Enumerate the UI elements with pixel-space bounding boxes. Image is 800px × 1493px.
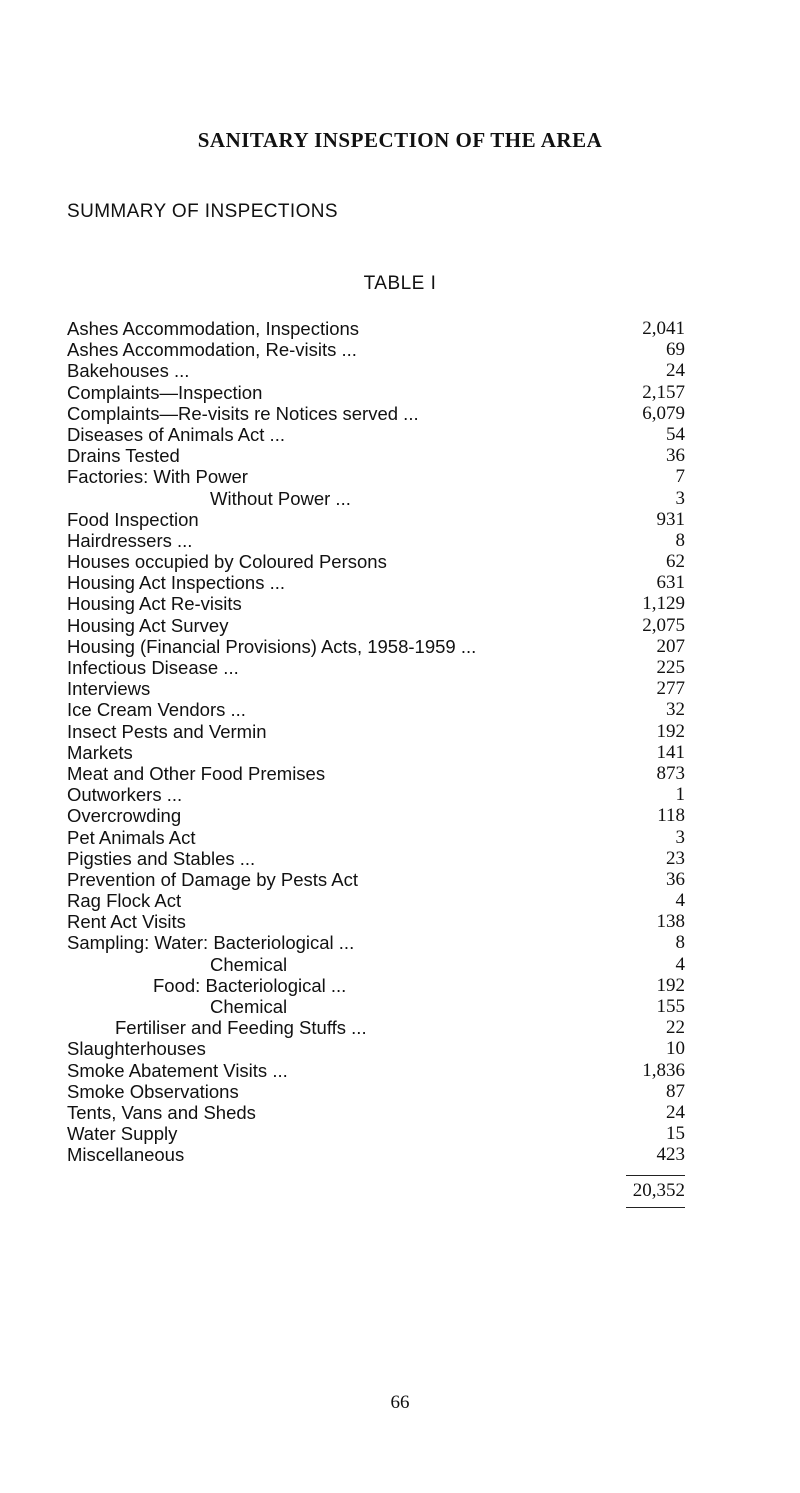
row-label: Water Supply xyxy=(67,1123,178,1145)
row-value: 931 xyxy=(656,508,685,530)
row-value: 36 xyxy=(666,445,685,467)
row-value: 118 xyxy=(657,805,685,827)
row-label: Diseases of Animals Act ... xyxy=(67,423,285,445)
table-caption: TABLE I xyxy=(363,273,437,294)
row-value: 277 xyxy=(656,678,685,700)
row-value: 8 xyxy=(675,529,685,551)
table-row xyxy=(67,890,685,911)
row-label: Markets xyxy=(67,741,133,763)
row-value: 138 xyxy=(656,911,685,933)
row-value: 7 xyxy=(675,466,685,488)
row-label: Factories: With Power xyxy=(67,466,248,488)
table-row xyxy=(67,1017,685,1038)
row-label: Prevention of Damage by Pests Act xyxy=(67,868,359,890)
row-value: 23 xyxy=(666,847,685,869)
total-rule-bottom xyxy=(626,1207,685,1208)
table-row xyxy=(67,996,685,1017)
table-row xyxy=(67,678,685,699)
table-row xyxy=(67,932,685,953)
row-label: Bakehouses ... xyxy=(67,360,190,382)
table-row xyxy=(67,911,685,932)
table-row xyxy=(67,1060,685,1081)
row-label: Complaints—Inspection xyxy=(67,381,263,403)
row-value: 10 xyxy=(666,1038,685,1060)
table-row xyxy=(67,572,685,593)
table-row xyxy=(67,339,685,360)
table-row xyxy=(67,827,685,848)
table-row xyxy=(67,784,685,805)
row-value: 3 xyxy=(675,487,685,509)
row-value: 2,157 xyxy=(642,381,685,403)
row-value: 1 xyxy=(675,784,685,806)
table-row xyxy=(67,869,685,890)
inspections-table xyxy=(67,318,685,1166)
row-value: 6,079 xyxy=(642,402,685,424)
row-value: 32 xyxy=(666,699,685,721)
row-label: Pigsties and Stables ... xyxy=(67,847,256,869)
table-row xyxy=(67,848,685,869)
row-label: Interviews xyxy=(67,678,151,700)
row-label: Ashes Accommodation, Re-visits ... xyxy=(67,339,357,361)
total-rule-top xyxy=(626,1175,685,1176)
row-label: Smoke Abatement Visits ... xyxy=(67,1059,288,1081)
table-row xyxy=(67,1081,685,1102)
row-value: 873 xyxy=(656,762,685,784)
row-value: 87 xyxy=(666,1080,685,1102)
row-value: 141 xyxy=(656,741,685,763)
table-row xyxy=(67,360,685,381)
row-value: 62 xyxy=(666,551,685,573)
row-label: Without Power ... xyxy=(210,487,351,509)
table-total: 20,352 xyxy=(632,1180,685,1201)
row-value: 24 xyxy=(666,1101,685,1123)
row-value: 36 xyxy=(666,868,685,890)
row-label: Tents, Vans and Sheds xyxy=(67,1101,256,1123)
table-row xyxy=(67,424,685,445)
row-label: Housing Act Re-visits xyxy=(67,593,242,615)
table-row xyxy=(67,593,685,614)
row-value: 1,129 xyxy=(642,593,685,615)
table-row xyxy=(67,636,685,657)
row-value: 15 xyxy=(666,1123,685,1145)
row-value: 24 xyxy=(666,360,685,382)
row-value: 192 xyxy=(656,720,685,742)
page-title: SANITARY INSPECTION OF THE AREA xyxy=(197,128,603,152)
table-row xyxy=(67,403,685,424)
row-label: Drains Tested xyxy=(67,445,180,467)
row-label: Outworkers ... xyxy=(67,784,183,806)
table-row xyxy=(67,805,685,826)
row-label: Pet Animals Act xyxy=(67,826,196,848)
row-label: Rag Flock Act xyxy=(67,890,182,912)
row-value: 2,041 xyxy=(642,318,685,339)
table-row xyxy=(67,699,685,720)
row-value: 4 xyxy=(675,953,685,975)
row-value: 631 xyxy=(656,572,685,594)
table-row xyxy=(67,1123,685,1144)
row-label: Chemical xyxy=(210,996,288,1017)
row-value: 4 xyxy=(675,890,685,912)
row-value: 192 xyxy=(656,974,685,996)
row-label: Sampling: Water: Bacteriological ... xyxy=(67,932,355,954)
table-row xyxy=(67,530,685,551)
row-label: Meat and Other Food Premises xyxy=(67,762,326,784)
table-row xyxy=(67,657,685,678)
row-value: 2,075 xyxy=(642,614,685,636)
table-row xyxy=(67,721,685,742)
table-row xyxy=(67,1144,685,1165)
row-label: Food Inspection xyxy=(67,508,199,530)
row-label: Housing (Financial Provisions) Acts, 1958-1959 ... xyxy=(67,635,477,657)
row-label: Slaughterhouses xyxy=(67,1038,206,1060)
row-value: 69 xyxy=(666,339,685,361)
row-value: 207 xyxy=(656,635,685,657)
table-row xyxy=(67,445,685,466)
row-label: Complaints—Re-visits re Notices served ... xyxy=(67,402,419,424)
row-label: Ashes Accommodation, Inspections xyxy=(67,318,360,339)
row-label: Ice Cream Vendors ... xyxy=(67,699,246,721)
table-row xyxy=(67,615,685,636)
table-row xyxy=(67,742,685,763)
row-label: Housing Act Inspections ... xyxy=(67,572,286,594)
row-label: Smoke Observations xyxy=(67,1080,239,1102)
table-row xyxy=(67,763,685,784)
row-label: Insect Pests and Vermin xyxy=(67,720,267,742)
table-row xyxy=(67,1038,685,1059)
row-label: Food: Bacteriological ... xyxy=(153,974,347,996)
table-row xyxy=(67,551,685,572)
row-label: Miscellaneous xyxy=(67,1144,185,1166)
table-row xyxy=(67,975,685,996)
table-row xyxy=(67,318,685,339)
table-row xyxy=(67,509,685,530)
row-value: 1,836 xyxy=(642,1059,685,1081)
row-label: Overcrowding xyxy=(67,805,182,827)
table-row xyxy=(67,954,685,975)
row-value: 155 xyxy=(656,996,685,1017)
table-row xyxy=(67,466,685,487)
row-value: 8 xyxy=(675,932,685,954)
row-value: 22 xyxy=(666,1017,685,1039)
row-value: 225 xyxy=(656,657,685,678)
table-row xyxy=(67,1102,685,1123)
row-label: Chemical xyxy=(210,953,288,975)
page-number: 66 xyxy=(390,1392,410,1413)
row-value: 423 xyxy=(656,1144,685,1166)
row-value: 54 xyxy=(666,423,685,445)
page-subtitle: SUMMARY OF INSPECTIONS xyxy=(67,201,338,222)
table-row xyxy=(67,488,685,509)
row-label: Fertiliser and Feeding Stuffs ... xyxy=(115,1017,367,1039)
row-label: Houses occupied by Coloured Persons xyxy=(67,551,387,573)
row-label: Hairdressers ... xyxy=(67,529,193,551)
row-value: 3 xyxy=(675,826,685,848)
row-label: Infectious Disease ... xyxy=(67,657,239,678)
row-label: Rent Act Visits xyxy=(67,911,186,933)
table-row xyxy=(67,382,685,403)
row-label: Housing Act Survey xyxy=(67,614,229,636)
